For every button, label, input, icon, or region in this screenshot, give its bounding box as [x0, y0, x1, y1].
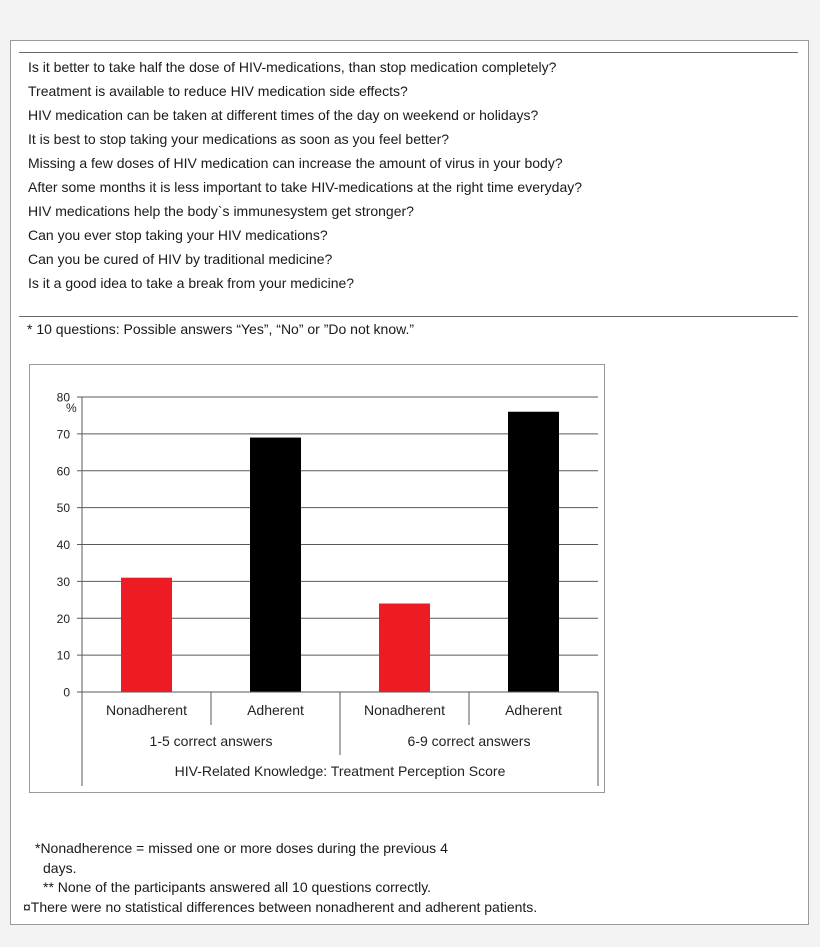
question-item: HIV medication can be taken at different times of the day on weekend or holidays?	[28, 107, 539, 123]
question-item: Treatment is available to reduce HIV medication side effects?	[28, 83, 408, 99]
note-line: *Nonadherence = missed one or more doses during the previous 4	[35, 840, 448, 856]
questions-footnote: * 10 questions: Possible answers “Yes”, “No” or ”Do not know.”	[27, 321, 414, 337]
y-axis-label: %	[66, 401, 77, 415]
group-label: 1-5 correct answers	[149, 733, 273, 749]
chart-panel	[29, 364, 605, 793]
question-item: Can you be cured of HIV by traditional medicine?	[28, 251, 333, 267]
top-rule	[19, 52, 798, 53]
question-item: Is it better to take half the dose of HIV-medications, than stop medication completely?	[28, 59, 557, 75]
bar	[121, 578, 172, 692]
figure-frame	[10, 40, 809, 925]
y-tick-label: 70	[56, 427, 70, 442]
y-tick-label: 40	[56, 538, 70, 552]
note-line: days.	[43, 859, 77, 876]
question-item: HIV medications help the body`s immunesystem get stronger?	[28, 203, 414, 219]
question-item: It is best to stop taking your medications as soon as you feel better?	[28, 131, 450, 147]
category-label: Adherent	[505, 702, 562, 718]
y-tick-label: 20	[56, 611, 70, 626]
question-item: Missing a few doses of HIV medication can increase the amount of virus in your body?	[28, 155, 563, 171]
y-tick-label: 50	[56, 501, 70, 516]
y-tick-label: 60	[56, 464, 70, 479]
bar-chart	[30, 365, 604, 792]
chart-notes	[23, 839, 538, 917]
middle-rule	[19, 316, 798, 317]
y-tick-label: 80	[56, 390, 70, 405]
y-tick-label: 30	[56, 574, 70, 589]
note-line: ** None of the participants answered all 10 questions correctly.	[43, 879, 432, 895]
group-label: 6-9 correct answers	[407, 733, 531, 749]
bar	[508, 412, 559, 692]
bar	[379, 604, 430, 693]
category-label: Nonadherent	[364, 702, 445, 718]
question-item: Is it a good idea to take a break from your medicine?	[28, 275, 355, 291]
question-item: After some months it is less important to take HIV-medications at the right time everyday?	[28, 179, 583, 195]
category-label: Adherent	[247, 702, 304, 718]
question-list	[28, 55, 582, 295]
x-axis-title: HIV-Related Knowledge: Treatment Perception Score	[174, 763, 506, 779]
category-label: Nonadherent	[106, 702, 187, 718]
bar	[250, 438, 301, 692]
note-line: ¤There were no statistical differences between nonadherent and adherent patients.	[23, 898, 538, 915]
y-tick-label: 0	[63, 685, 70, 700]
y-tick-label: 10	[56, 648, 70, 663]
question-item: Can you ever stop taking your HIV medications?	[28, 227, 328, 243]
